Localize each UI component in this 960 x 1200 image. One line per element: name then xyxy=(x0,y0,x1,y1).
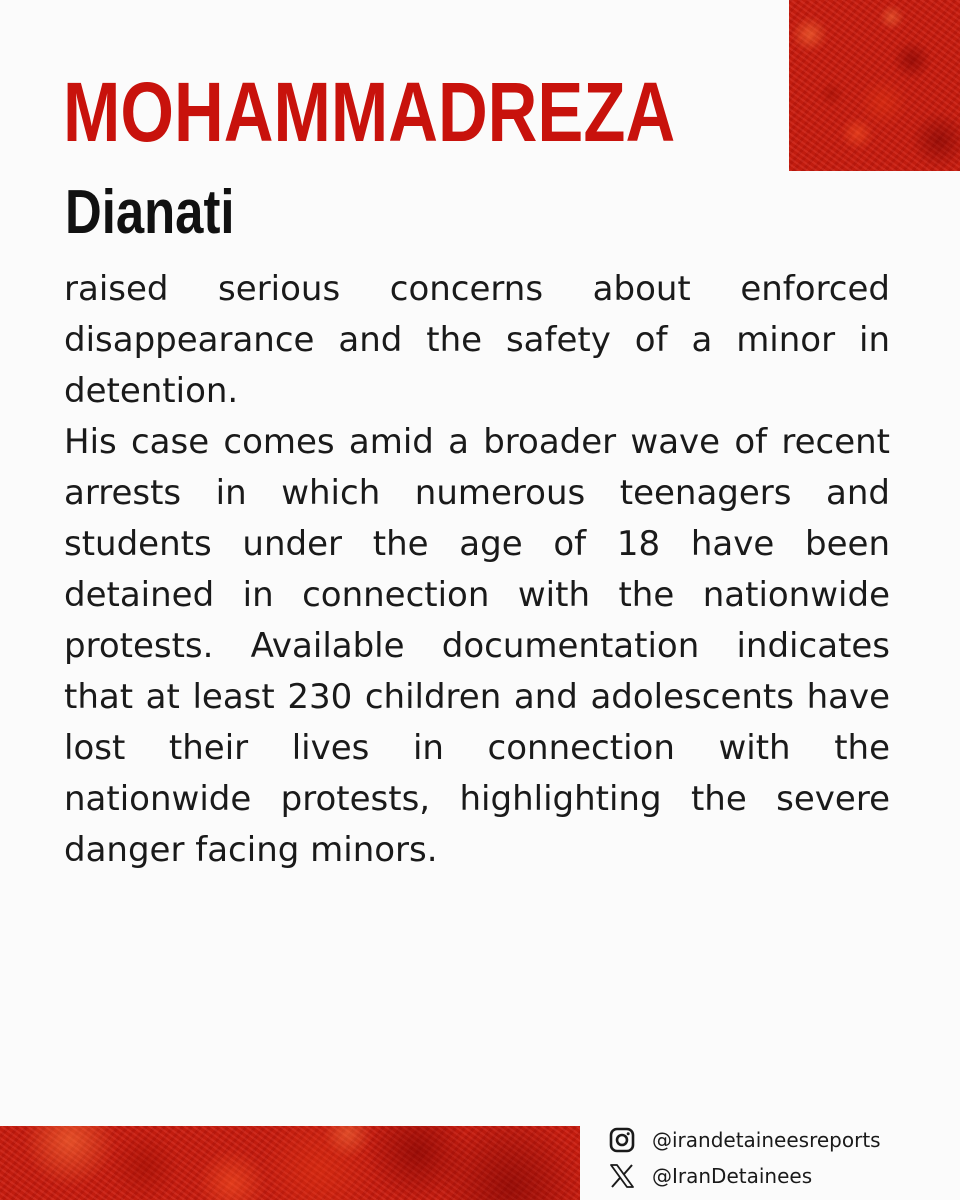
paragraph-1: raised serious concerns about enforced disappearance and the safety of a minor in detention. xyxy=(64,269,890,411)
paragraph-2: His case comes amid a broader wave of recent arrests in which numerous teenagers and students under the age of 18 have been detained in connection with the nationwide protests. Available documentation indicates that at least 230 children and adolescents have lost their lives in connection with the nationwide protests, highlighting the severe danger facing minors. xyxy=(64,422,890,870)
red-texture-corner xyxy=(789,0,960,171)
red-texture-footer xyxy=(0,1126,580,1200)
x-handle[interactable]: @IranDetainees xyxy=(652,1164,813,1188)
x-logo-icon xyxy=(608,1162,636,1190)
name-title: MOHAMMADREZA xyxy=(63,65,676,159)
instagram-icon xyxy=(608,1126,636,1154)
name-subtitle: Dianati xyxy=(65,178,235,247)
body-text xyxy=(64,264,890,876)
instagram-handle[interactable]: @irandetaineesreports xyxy=(652,1128,881,1152)
x-row[interactable] xyxy=(608,1158,938,1194)
instagram-row[interactable] xyxy=(608,1122,938,1158)
social-handles xyxy=(608,1122,938,1194)
